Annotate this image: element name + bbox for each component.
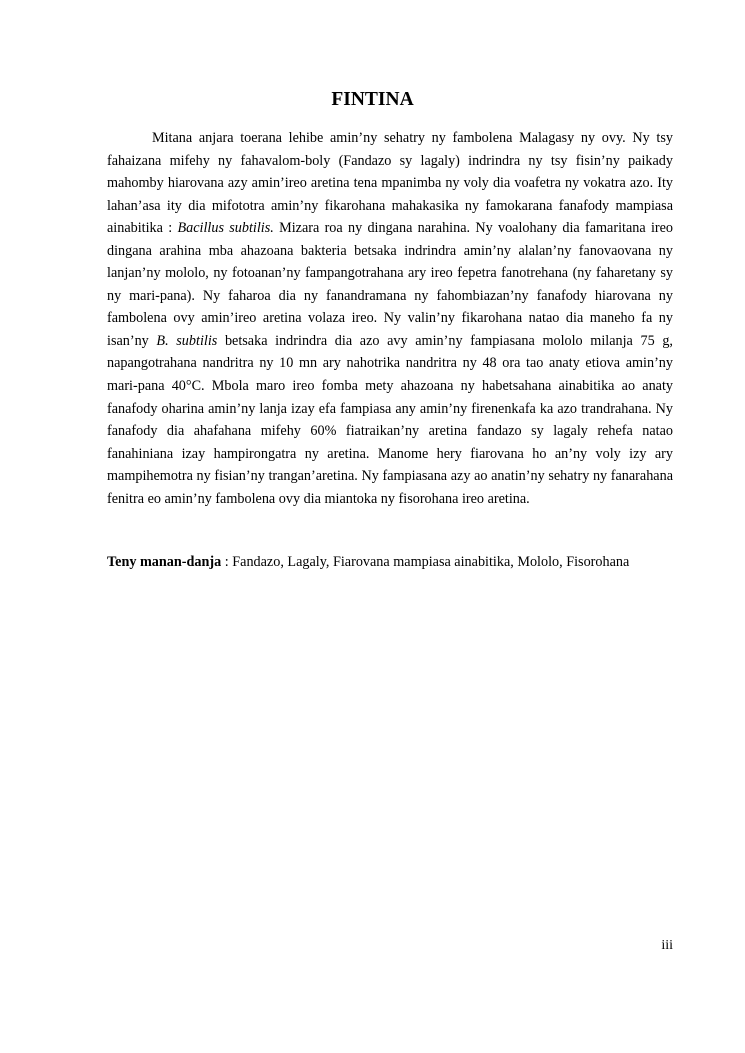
keywords-line [107, 551, 673, 573]
keywords-separator: : [221, 554, 233, 570]
page-title: FINTINA [331, 89, 414, 110]
abstract-text-part-2: Mizara roa ny dingana narahina. Ny voalohany dia famaritana ireo dingana arahina mba ahazoana bakteria betsaka indrindra amin’ny alalan’ny fanovaovana ny lanjan’ny mololo, ny fotoanan’ny fampangotrahana ary ireo fepetra fanotrehana (ny faharetany sy ny mari-pana). Ny faharoa dia ny fanandramana ny fahombiazan’ny fanafody hiarovana ny fambolena ovy amin’ireo aretina volaza ireo. Ny valin’ny fikarohana natao dia maneho fa ny isan’ny [107, 220, 673, 349]
abstract-text-part-1: Mitana anjara toerana lehibe amin’ny sehatry ny fambolena Malagasy ny ovy. Ny tsy fahaizana mifehy ny fahavalom-boly (Fandazo sy lagaly) indrindra ny tsy fisin’ny paikady mahomby hiarovana azy amin’ireo aretina tena mpanimba ny voly dia voafetra ny vokatra azo. Ity lahan’asa ity dia mifototra amin’ny fikarohana mahakasika ny famokarana fanafody mampiasa ainabitika : [107, 130, 673, 237]
species-name-full: Bacillus subtilis. [177, 220, 274, 237]
keywords-label: Teny manan-danja [107, 554, 222, 570]
abstract-paragraph [107, 127, 673, 510]
page-number: iii [661, 938, 673, 953]
keywords-text: Fandazo, Lagaly, Fiarovana mampiasa ainabitika, Mololo, Fisorohana [232, 554, 630, 570]
species-name-abbrev: B. subtilis [156, 332, 218, 349]
abstract-text-part-3: betsaka indrindra dia azo avy amin’ny fampiasana mololo milanja 75 g, napangotrahana nandritra ny 10 mn ary nahotrika nandritra ny 48 ora tao anaty etiova amin’ny mari-pana 40°C. Mbola maro ireo fomba mety ahazoana ny habetsahana ainabitika ao anaty fanafody oharina amin’ny lanja izay efa fampiasa any amin’ny firenenkafa ka azo trandrahana. Ny fanafody dia ahafahana mifehy 60% fiatraikan’ny aretina fandazo sy lagaly rehefa natao fanahiniana izay hampirongatra ny aretina. Manome hery fiarovana ho an’ny voly izy ary mampihemotra ny fisian’ny trangan’aretina. Ny fampiasana azy ao anatin’ny sehatry ny fanarahana fenitra eo amin’ny fambolena ovy dia miantoka ny fisorohana ireo aretina. [107, 332, 673, 507]
